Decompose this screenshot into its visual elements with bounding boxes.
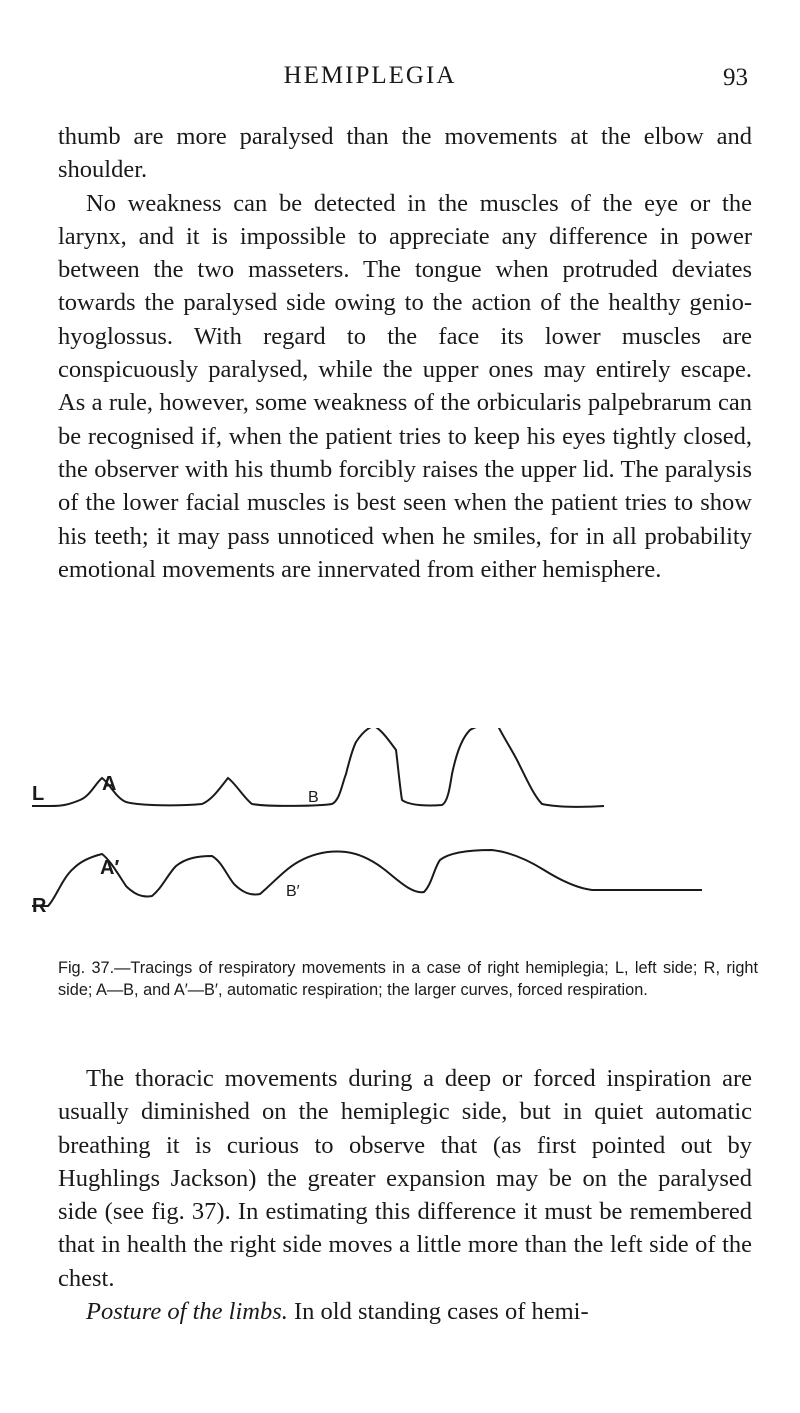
- label-left-trace: L: [32, 783, 45, 805]
- running-title: HEMIPLEGIA: [283, 62, 457, 89]
- paragraph-continuation: thumb are more paralysed than the movements at the elbow and shoulder.: [58, 123, 752, 184]
- figure-respiratory-tracings: [30, 728, 770, 948]
- label-a: A: [102, 773, 117, 795]
- body-text-top: [58, 120, 752, 586]
- figure-caption: Fig. 37.—Tracings of respiratory movements in a case of right hemiplegia; L, left side; R, right side; A—B, and A′—B′, automatic respiration; the larger curves, forced respiration.: [58, 959, 758, 999]
- label-right-trace: R: [32, 895, 47, 917]
- section-heading-posture: Posture of the limbs.: [86, 1298, 288, 1326]
- body-text-bottom: [58, 1062, 752, 1328]
- paragraph-thoracic-movements: The thoracic movements during a deep or forced inspiration are usually diminished on the hemiplegic side, but in quiet automatic breathing it is curious to observe that (as first pointed out by Hughlings Jackson) the greater expansion may be on the paralysed side (see fig. 37). In estimating this difference it must be remembered that in health the right side moves a little more than the left side of the chest.: [58, 1065, 752, 1292]
- running-head: [0, 62, 800, 102]
- label-b: B: [308, 789, 319, 806]
- label-b-prime: B′: [286, 883, 300, 900]
- label-a-prime: A′: [100, 857, 120, 879]
- trace-right-side: [32, 850, 702, 906]
- paragraph-facial-muscles: No weakness can be detected in the muscles of the eye or the larynx, and it is impossible to appreciate any difference in power between the two masseters. The tongue when protruded deviates towards the paralysed side owing to the action of the healthy genio-hyoglossus. With regard to the face its lower muscles are conspicuously paralysed, while the upper ones may entirely escape. As a rule, however, some weakness of the orbicularis palpebrarum can be recognised if, when the patient tries to keep his eyes tightly closed, the observer with his thumb forcibly raises the upper lid. The paralysis of the lower facial muscles is best seen when the patient tries to show his teeth; it may pass unnoticed when he smiles, for in all probability emotional movements are innervated from either hemisphere.: [58, 189, 752, 583]
- tracing-illustration: [30, 728, 770, 948]
- paragraph-posture: [58, 1295, 752, 1328]
- section-start-text: In old standing cases of hemi-: [294, 1298, 589, 1326]
- page-number: 93: [723, 64, 748, 91]
